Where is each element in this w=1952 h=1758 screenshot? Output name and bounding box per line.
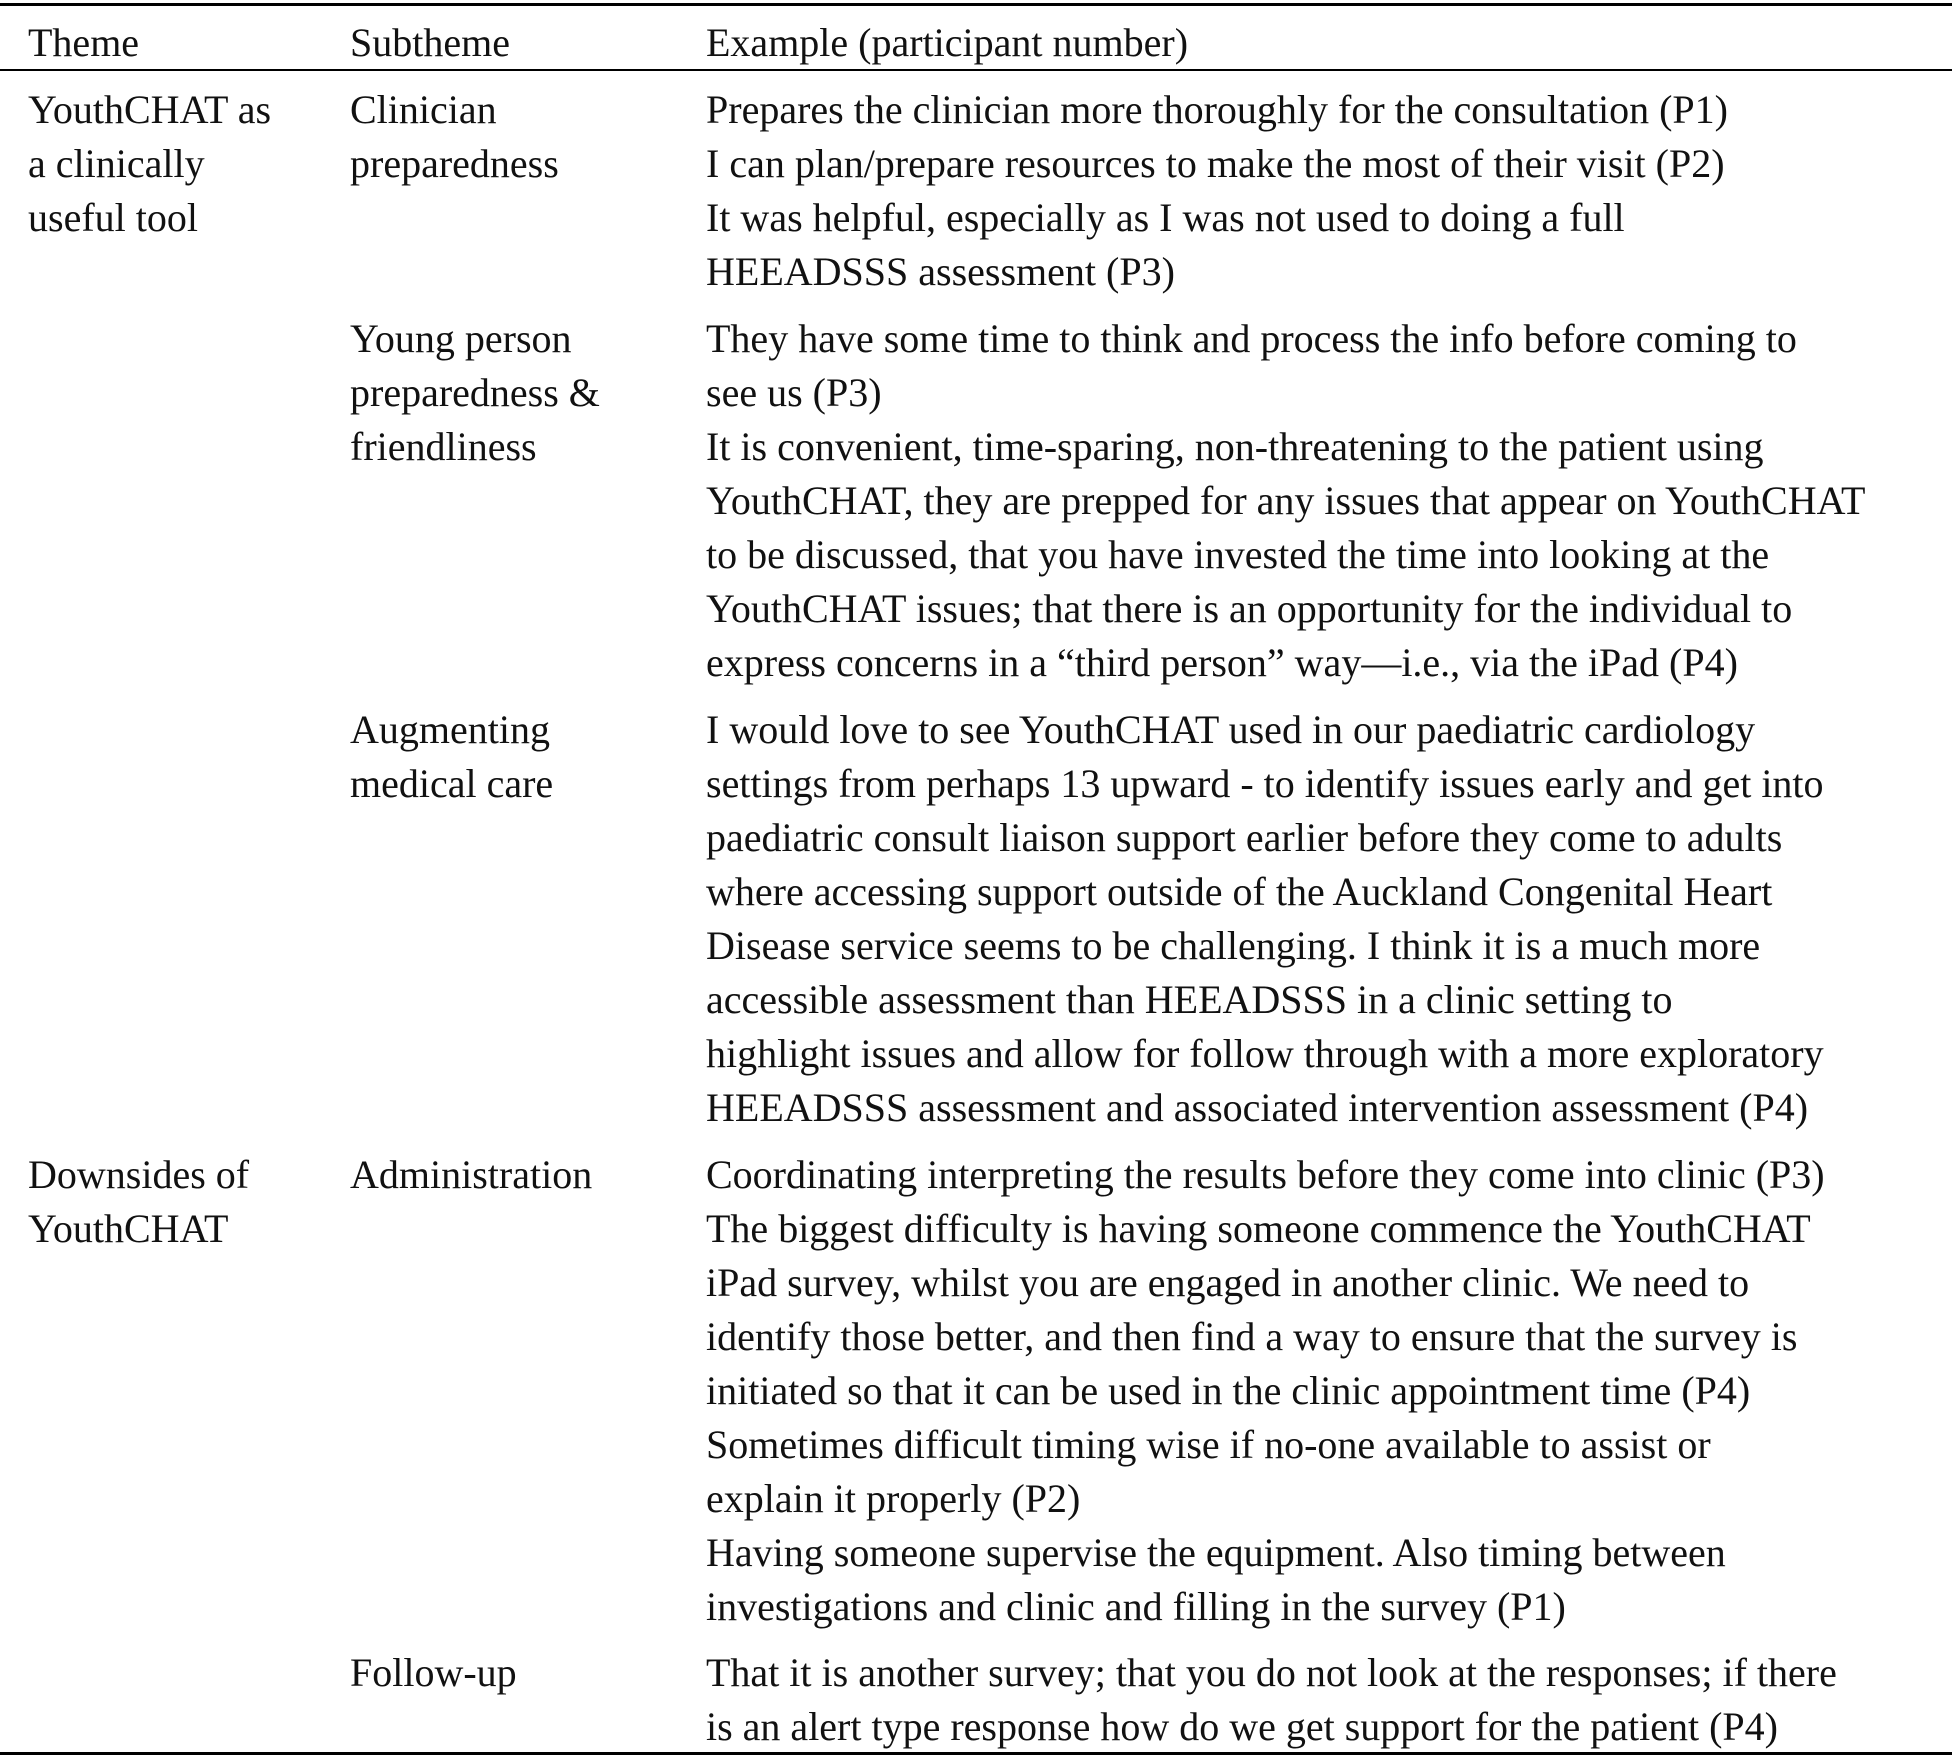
row-3-subtheme: Augmenting medical care	[350, 707, 554, 806]
table-top-rule	[0, 3, 1952, 6]
row-5-subtheme: Follow-up	[350, 1650, 517, 1695]
row-3-example: I would love to see YouthCHAT used in our paediatric cardiology settings from perhaps 13 upward - to identify issues early and get into paediatric consult liaison support earlier before they come to adults where accessing support outside of the Auckland Congenital Heart Disease service seems to be challenging. I think it is a much more accessible assessment than HEEADSSS in a clinic setting to highlight issues and allow for follow through with a more exploratory HEEADSSS assessment and associated intervention assessment (P4)	[706, 707, 1824, 1130]
row-4-example: Coordinating interpreting the results before they come into clinic (P3) The biggest difficulty is having someone commence the YouthCHAT iPad survey, whilst you are engaged in another clinic. We need to identify those better, and then find a way to ensure that the survey is initiated so that it can be used in the clinic appointment time (P4) Sometimes difficult timing wise if no-one available to assist or explain it properly (P2) Having someone supervise the equipment. Also timing between investigations and clinic and filling in the survey (P1)	[706, 1152, 1825, 1629]
row-4-subtheme: Administration	[350, 1152, 593, 1197]
row-2-subtheme: Young person preparedness & friendliness	[350, 316, 600, 469]
header-subtheme: Subtheme	[350, 20, 510, 65]
row-4-theme: Downsides of YouthCHAT	[28, 1152, 250, 1251]
header-rule	[0, 69, 1952, 71]
row-2-example: They have some time to think and process the info before coming to see us (P3) It is convenient, time-sparing, non-threatening to the patient using YouthCHAT, they are prepped for any issues that appear on YouthCHAT to be discussed, that you have invested the time into looking at the YouthCHAT issues; that there is an opportunity for the individual to express concerns in a “third person” way—i.e., via the iPad (P4)	[706, 316, 1866, 685]
table-bottom-rule	[0, 1752, 1952, 1755]
row-1-theme: YouthCHAT as a clinically useful tool	[28, 87, 272, 240]
row-1-subtheme: Clinician preparedness	[350, 87, 559, 186]
row-1-example: Prepares the clinician more thoroughly for the consultation (P1) I can plan/prepare resources to make the most of their visit (P2) It was helpful, especially as I was not used to doing a full HEEADSSS assessment (P3)	[706, 87, 1728, 294]
header-example: Example (participant number)	[706, 20, 1189, 65]
row-5-example: That it is another survey; that you do not look at the responses; if there is an alert type response how do we get support for the patient (P4)	[706, 1650, 1837, 1749]
header-theme: Theme	[28, 20, 140, 65]
